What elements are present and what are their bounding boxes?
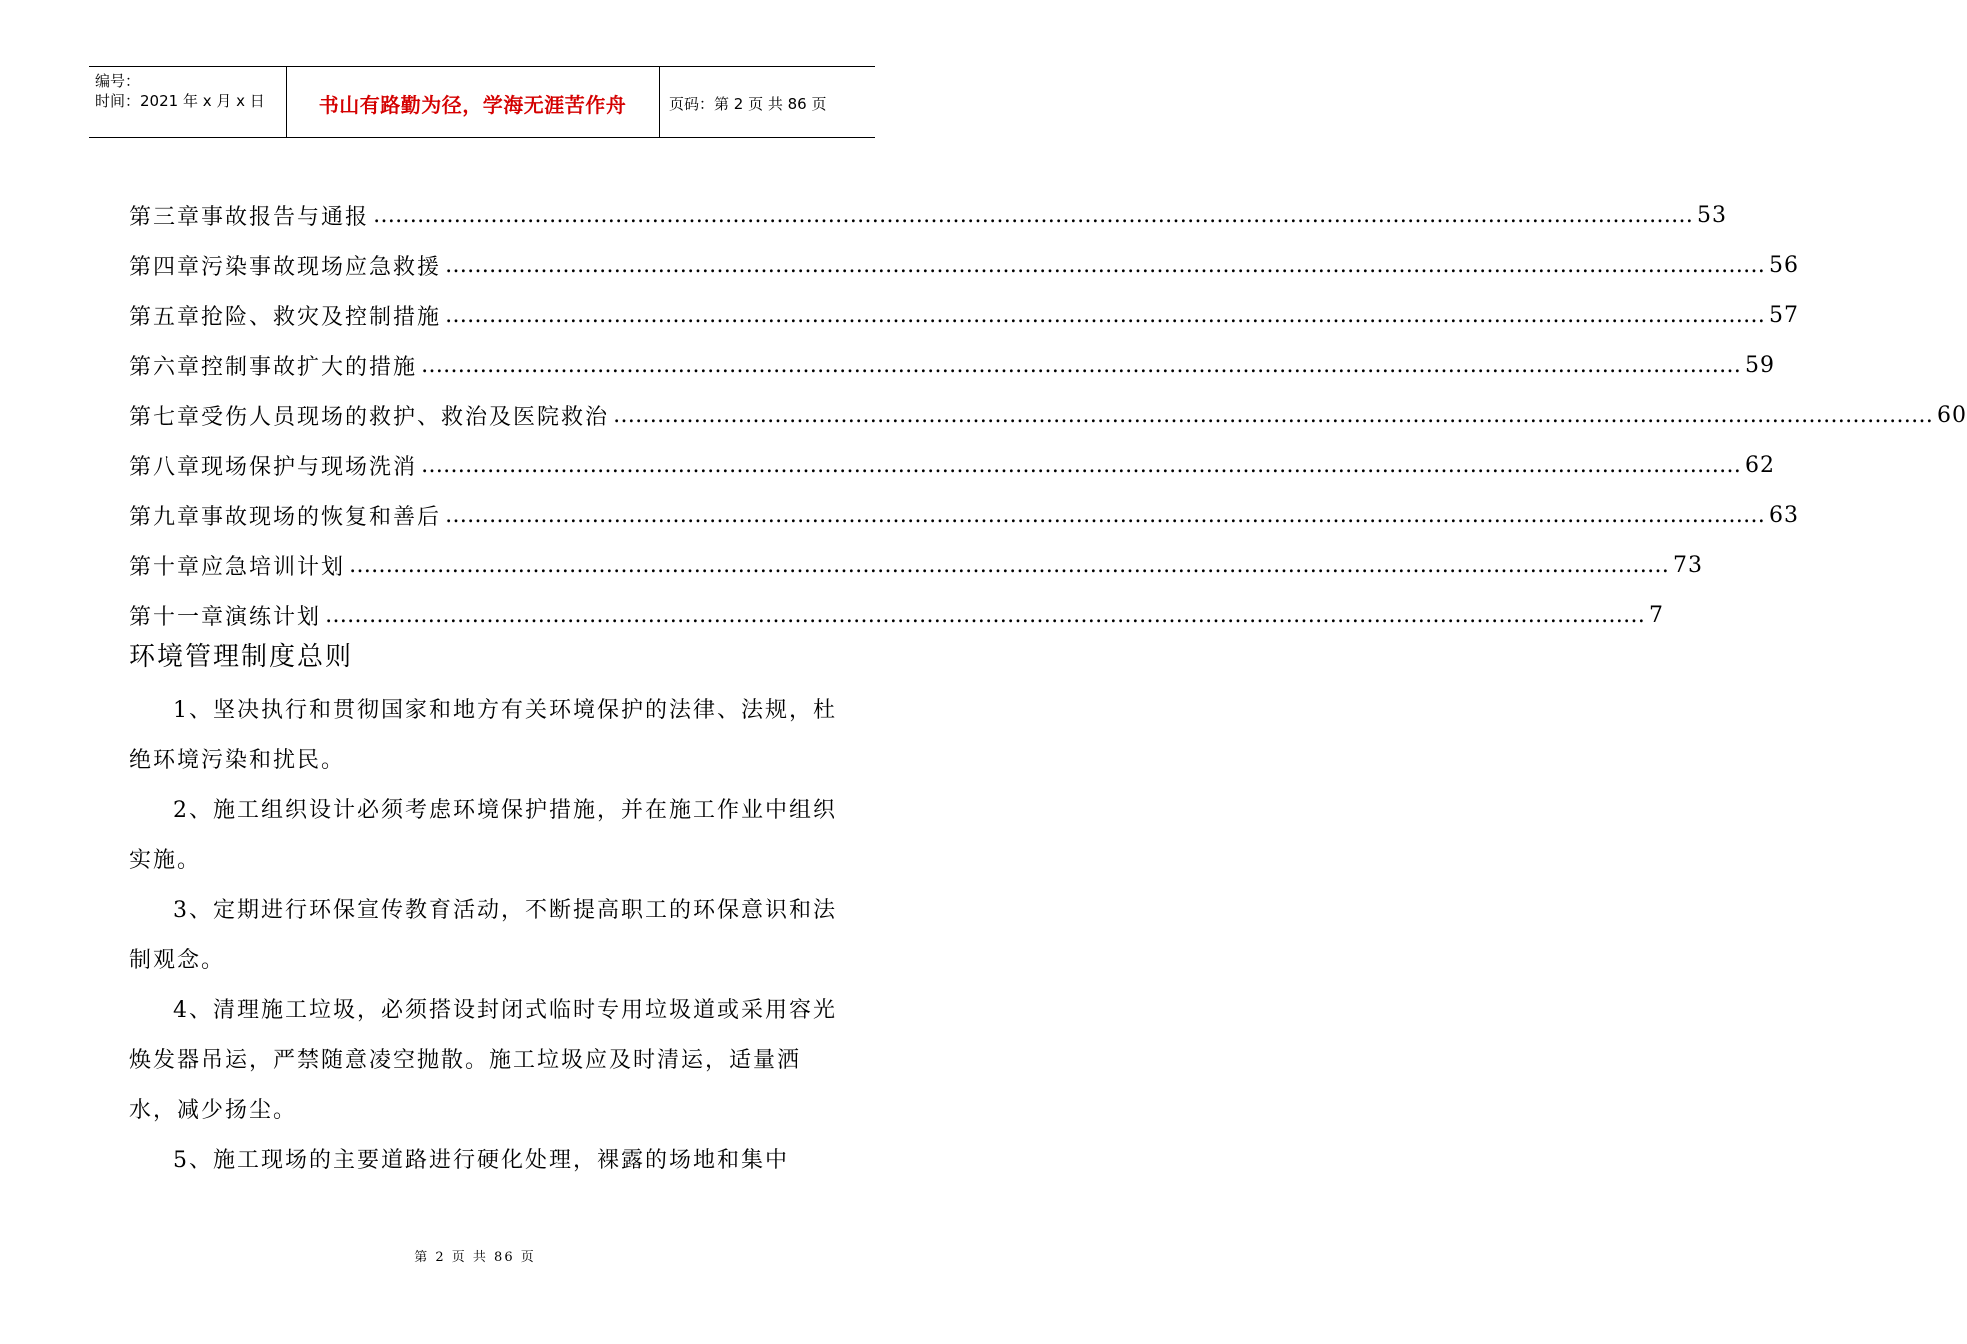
toc-chapter: 第五章 [129,304,202,330]
toc-title: 污染事故现场应急救援 [201,254,442,280]
body-paragraph: 4、清理施工垃圾，必须搭设封闭式临时专用垃圾道或采用容光焕发器吊运，严禁随意凌空抛散。施工垃圾应及时清运，适量洒水，减少扬尘。 [129,998,837,1123]
body-text [129,686,841,1186]
toc-leader-dots: ……………………………………………………………………………………………………………………………………………………………… [373,202,1694,228]
header-divider [659,67,660,137]
toc-entry[interactable] [129,540,1704,590]
toc-entry[interactable] [129,390,1967,440]
toc-entry[interactable] [129,490,1800,540]
toc-entry[interactable] [129,590,1665,640]
table-of-contents [129,190,1967,640]
toc-page-number: 62 [1745,452,1776,478]
header-page-info: 页码：第 2 页 共 86 页 [669,95,827,113]
toc-chapter: 第十章 [129,554,202,580]
toc-title: 现场保护与现场洗消 [201,454,418,480]
toc-page-number: 73 [1673,552,1704,578]
toc-entry[interactable] [129,190,1728,240]
toc-chapter: 第十一章 [129,604,226,630]
toc-leader-dots: ……………………………………………………………………………………………………………………………………………………………… [445,252,1766,278]
body-paragraph: 2、施工组织设计必须考虑环境保护措施，并在施工作业中组织实施。 [129,798,837,873]
toc-leader-dots: ……………………………………………………………………………………………………………………………………………………………… [325,602,1646,628]
toc-entry[interactable] [129,290,1800,340]
time-label: 时间：2021 年 x 月 x 日 [95,92,265,110]
number-label: 编号： [95,72,141,90]
toc-page-number: 57 [1769,302,1800,328]
toc-entry[interactable] [129,240,1800,290]
toc-title: 事故现场的恢复和善后 [201,504,442,530]
toc-title: 应急培训计划 [201,554,346,580]
toc-leader-dots: ……………………………………………………………………………………………………………………………………………………………… [421,452,1742,478]
toc-page-number: 59 [1745,352,1776,378]
toc-page-number: 53 [1697,202,1728,228]
page-header [89,66,875,138]
header-meta [95,71,265,111]
toc-page-number: 56 [1769,252,1800,278]
toc-title: 演练计划 [225,604,322,630]
body-paragraph: 5、施工现场的主要道路进行硬化处理，裸露的场地和集中 [173,1148,789,1173]
toc-title: 事故报告与通报 [201,204,370,230]
toc-chapter: 第三章 [129,204,202,230]
toc-page-number: 60 [1937,402,1967,428]
section-title: 环境管理制度总则 [129,642,354,672]
toc-leader-dots: ……………………………………………………………………………………………………………………………………………………………… [445,502,1766,528]
body-paragraph: 1、坚决执行和贯彻国家和地方有关环境保护的法律、法规，杜绝环境污染和扰民。 [129,698,837,773]
toc-title: 抢险、救灾及控制措施 [201,304,442,330]
toc-leader-dots: ……………………………………………………………………………………………………………………………………………………………… [349,552,1670,578]
toc-chapter: 第九章 [129,504,202,530]
page-footer: 第 2 页 共 86 页 [414,1250,536,1265]
toc-title: 控制事故扩大的措施 [201,354,418,380]
toc-chapter: 第八章 [129,454,202,480]
toc-chapter: 第七章 [129,404,202,430]
toc-page-number: 7 [1649,602,1665,628]
toc-page-number: 63 [1769,502,1800,528]
toc-chapter: 第六章 [129,354,202,380]
toc-leader-dots: ……………………………………………………………………………………………………………………………………………………………… [421,352,1742,378]
toc-entry[interactable] [129,440,1776,490]
toc-entry[interactable] [129,340,1776,390]
toc-title: 受伤人员现场的救护、救治及医院救治 [201,404,610,430]
header-slogan: 书山有路勤为径，学海无涯苦作舟 [318,93,627,117]
body-paragraph: 3、定期进行环保宣传教育活动，不断提高职工的环保意识和法制观念。 [129,898,837,973]
toc-leader-dots: ……………………………………………………………………………………………………………………………………………………………… [445,302,1766,328]
toc-leader-dots: ……………………………………………………………………………………………………………………………………………………………… [613,402,1934,428]
toc-chapter: 第四章 [129,254,202,280]
